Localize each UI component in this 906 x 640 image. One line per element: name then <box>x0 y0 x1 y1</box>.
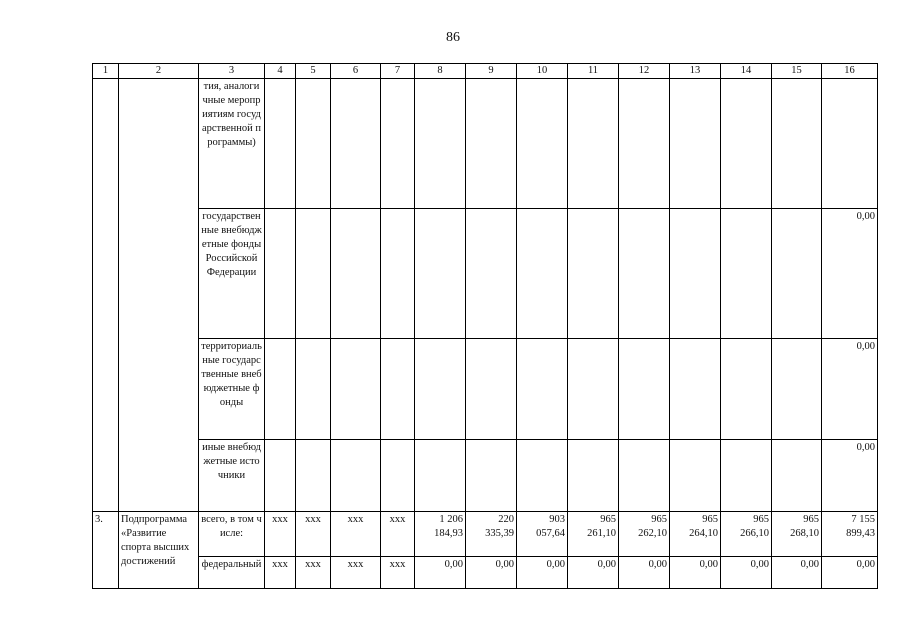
value-cell: xxx <box>265 557 296 589</box>
header-cell: 5 <box>296 64 331 79</box>
header-cell: 10 <box>517 64 568 79</box>
header-cell: 1 <box>93 64 119 79</box>
value-cell: 965 264,10 <box>670 512 721 557</box>
value-cell: xxx <box>381 512 415 557</box>
value-cell: 0,00 <box>619 557 670 589</box>
empty-cell <box>93 79 119 512</box>
value-cell: 903 057,64 <box>517 512 568 557</box>
value-cell: xxx <box>331 512 381 557</box>
value-cell: 965 268,10 <box>772 512 822 557</box>
header-cell: 12 <box>619 64 670 79</box>
value-cell: 0,00 <box>466 557 517 589</box>
table-row <box>93 79 878 209</box>
value-cell: 0,00 <box>517 557 568 589</box>
subprogram-index: 3. <box>93 512 119 589</box>
value-cell: xxx <box>296 557 331 589</box>
empty-cell <box>119 79 199 512</box>
header-cell: 16 <box>822 64 878 79</box>
value-cell: 965 262,10 <box>619 512 670 557</box>
value-cell: 0,00 <box>670 557 721 589</box>
value-cell: 0,00 <box>822 339 878 440</box>
header-cell: 6 <box>331 64 381 79</box>
header-cell: 4 <box>265 64 296 79</box>
header-cell: 15 <box>772 64 822 79</box>
value-cell: 220 335,39 <box>466 512 517 557</box>
value-cell: 0,00 <box>822 440 878 512</box>
header-cell: 14 <box>721 64 772 79</box>
value-cell: 0,00 <box>822 209 878 339</box>
subprogram-total-row <box>93 512 878 557</box>
header-cell: 7 <box>381 64 415 79</box>
value-cell: 1 206 184,93 <box>415 512 466 557</box>
value-cell: 0,00 <box>822 557 878 589</box>
subprogram-federal-row <box>93 557 878 589</box>
header-cell: 11 <box>568 64 619 79</box>
value-cell: 0,00 <box>772 557 822 589</box>
value-cell: 0,00 <box>568 557 619 589</box>
value-cell: xxx <box>265 512 296 557</box>
page-number: 86 <box>446 30 460 45</box>
header-cell: 9 <box>466 64 517 79</box>
source-label: федеральный <box>199 557 265 589</box>
source-label: тия, аналогичные мероприятиям государственной программы) <box>199 79 265 209</box>
subprogram-name: Подпрограмма «Развитие спорта высших достижений <box>119 512 199 589</box>
table-row <box>93 440 878 512</box>
value-cell: xxx <box>381 557 415 589</box>
value-cell: 0,00 <box>721 557 772 589</box>
value-cell: 965 266,10 <box>721 512 772 557</box>
source-label: государственные внебюджетные фонды Российской Федерации <box>199 209 265 339</box>
source-label: всего, в том числе: <box>199 512 265 557</box>
header-cell: 13 <box>670 64 721 79</box>
value-cell: xxx <box>296 512 331 557</box>
header-cell: 8 <box>415 64 466 79</box>
source-label: иные внебюджетные источники <box>199 440 265 512</box>
value-cell: 965 261,10 <box>568 512 619 557</box>
value-cell: 0,00 <box>415 557 466 589</box>
header-cell: 2 <box>119 64 199 79</box>
header-cell: 3 <box>199 64 265 79</box>
budget-table <box>92 63 878 589</box>
value-cell: 7 155 899,43 <box>822 512 878 557</box>
value-cell <box>822 79 878 209</box>
table-row <box>93 339 878 440</box>
value-cell: xxx <box>331 557 381 589</box>
source-label: территориальные государственные внебюджетные фонды <box>199 339 265 440</box>
table-row <box>93 209 878 339</box>
header-row <box>93 64 878 79</box>
